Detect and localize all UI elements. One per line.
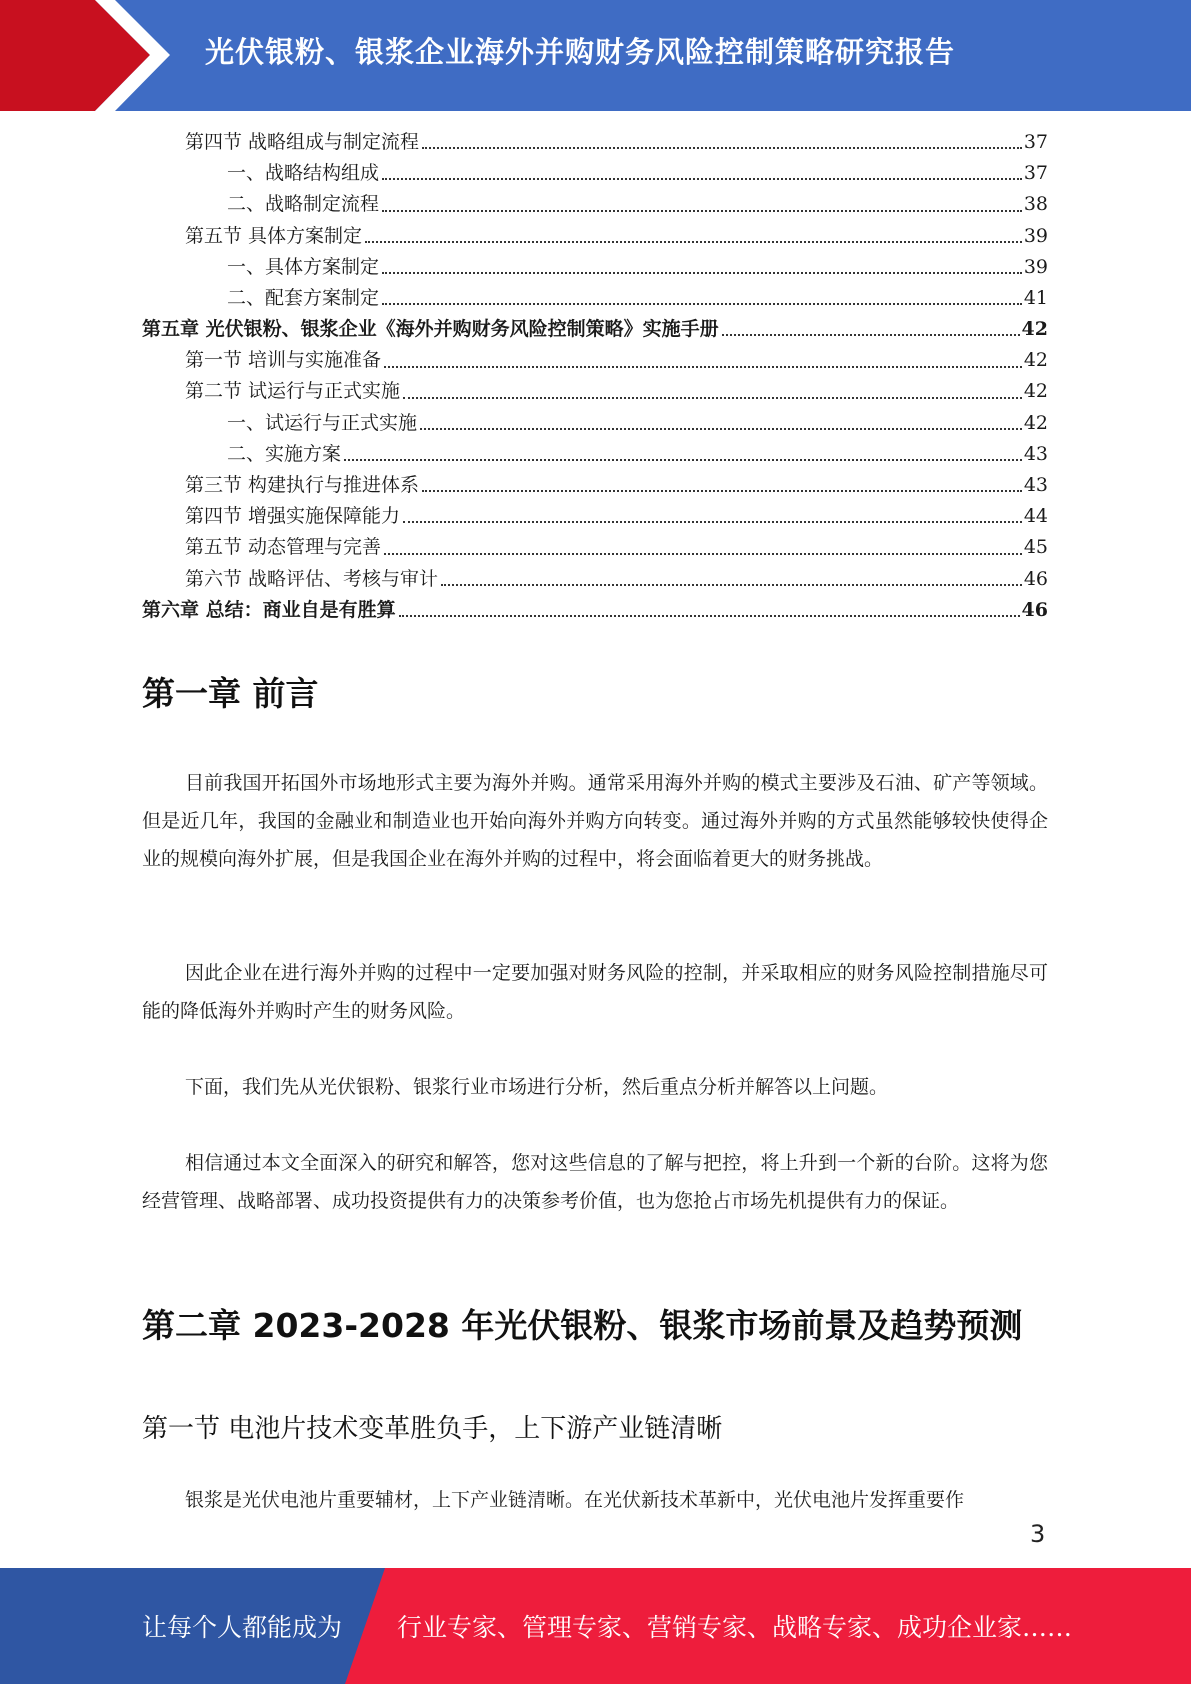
toc-entry[interactable] (142, 158, 1048, 189)
chapter1-heading: 第一章 前言 (142, 674, 319, 713)
toc-dot-leader (382, 303, 1022, 305)
page-number: 3 (1030, 1520, 1046, 1548)
toc-entry[interactable] (142, 189, 1048, 220)
toc-dot-leader (344, 459, 1022, 461)
chapter1-paragraph-4: 相信通过本文全面深入的研究和解答，您对这些信息的了解与把控，将上升到一个新的台阶。这将为您经营管理、战略部署、成功投资提供有力的决策参考价值，也为您抢占市场先机提供有力的保证。 (142, 1152, 1048, 1212)
toc-entry-title: 二、实施方案 (227, 442, 342, 465)
table-of-contents (142, 127, 1048, 626)
toc-entry-page: 37 (1023, 162, 1048, 185)
toc-entry-title: 第六章 总结：商业自是有胜算 (142, 598, 396, 621)
footer-slogan-right: 行业专家、管理专家、营销专家、战略专家、成功企业家…… (397, 1613, 1073, 1642)
toc-dot-leader (384, 366, 1022, 368)
toc-entry[interactable] (142, 595, 1048, 626)
toc-dot-leader (382, 210, 1022, 212)
toc-entry-title: 第三节 构建执行与推进体系 (185, 474, 420, 497)
toc-entry-page: 43 (1023, 442, 1048, 465)
toc-entry[interactable] (142, 532, 1048, 563)
toc-entry-page: 39 (1023, 255, 1048, 278)
toc-entry-page: 41 (1023, 286, 1048, 309)
page-footer (0, 1568, 1191, 1684)
toc-entry-title: 一、试运行与正式实施 (227, 411, 418, 434)
chapter2-heading: 第二章 2023-2028 年光伏银粉、银浆市场前景及趋势预测 (142, 1306, 1023, 1345)
toc-dot-leader (382, 178, 1022, 180)
toc-entry-page: 42 (1023, 349, 1048, 372)
toc-entry-title: 一、战略结构组成 (227, 162, 380, 185)
toc-dot-leader (399, 615, 1020, 617)
toc-entry-title: 第一节 培训与实施准备 (185, 349, 382, 372)
toc-dot-leader (403, 521, 1022, 523)
toc-entry-page: 42 (1021, 318, 1048, 341)
toc-entry-title: 一、具体方案制定 (227, 255, 380, 278)
toc-entry-page: 42 (1023, 411, 1048, 434)
toc-dot-leader (382, 272, 1022, 274)
toc-entry[interactable] (142, 408, 1048, 439)
toc-dot-leader (384, 553, 1022, 555)
toc-entry[interactable] (142, 501, 1048, 532)
section1-paragraph: 银浆是光伏电池片重要辅材，上下产业链清晰。在光伏新技术革新中，光伏电池片发挥重要作 (185, 1489, 965, 1511)
chapter1-paragraph-2: 因此企业在进行海外并购的过程中一定要加强对财务风险的控制，并采取相应的财务风险控制措施尽可能的降低海外并购时产生的财务风险。 (142, 962, 1048, 1022)
toc-dot-leader (403, 397, 1022, 399)
toc-entry-title: 第五章 光伏银粉、银浆企业《海外并购财务风险控制策略》实施手册 (142, 318, 719, 341)
toc-entry[interactable] (142, 470, 1048, 501)
toc-entry[interactable] (142, 127, 1048, 158)
toc-entry[interactable] (142, 252, 1048, 283)
toc-entry-page: 37 (1023, 130, 1048, 153)
toc-dot-leader (722, 334, 1020, 336)
toc-entry-title: 第五节 动态管理与完善 (185, 536, 382, 559)
toc-dot-leader (422, 490, 1022, 492)
toc-entry-page: 38 (1023, 193, 1048, 216)
toc-entry-page: 42 (1023, 380, 1048, 403)
toc-entry[interactable] (142, 439, 1048, 470)
toc-entry[interactable] (142, 345, 1048, 376)
chapter1-paragraph-3: 下面，我们先从光伏银粉、银浆行业市场进行分析，然后重点分析并解答以上问题。 (185, 1076, 889, 1098)
footer-slogan-left: 让每个人都能成为 (142, 1613, 343, 1642)
toc-entry-title: 第二节 试运行与正式实施 (185, 380, 401, 403)
toc-entry-title: 第四节 增强实施保障能力 (185, 505, 401, 528)
toc-entry-page: 39 (1023, 224, 1048, 247)
document-title: 光伏银粉、银浆企业海外并购财务风险控制策略研究报告 (205, 35, 956, 69)
toc-entry[interactable] (142, 221, 1048, 252)
toc-entry-title: 二、战略制定流程 (227, 193, 380, 216)
toc-entry-title: 第六节 战略评估、考核与审计 (185, 567, 439, 590)
toc-entry[interactable] (142, 283, 1048, 314)
toc-entry[interactable] (142, 564, 1048, 595)
toc-entry-page: 43 (1023, 474, 1048, 497)
toc-entry-title: 二、配套方案制定 (227, 286, 380, 309)
toc-entry-title: 第五节 具体方案制定 (185, 224, 363, 247)
toc-dot-leader (422, 147, 1022, 149)
toc-entry-title: 第四节 战略组成与制定流程 (185, 130, 420, 153)
toc-entry[interactable] (142, 314, 1048, 345)
chapter1-paragraph-1: 目前我国开拓国外市场地形式主要为海外并购。通常采用海外并购的模式主要涉及石油、矿产等领域。但是近几年，我国的金融业和制造业也开始向海外并购方向转变。通过海外并购的方式虽然能够较快使得企业的规模向海外扩展，但是我国企业在海外并购的过程中，将会面临着更大的财务挑战。 (142, 772, 1048, 870)
toc-dot-leader (420, 428, 1022, 430)
toc-entry-page: 45 (1023, 536, 1048, 559)
toc-entry-page: 46 (1023, 567, 1048, 590)
toc-entry-page: 44 (1023, 505, 1048, 528)
toc-dot-leader (441, 584, 1022, 586)
toc-entry-page: 46 (1021, 598, 1048, 621)
section1-heading: 第一节 电池片技术变革胜负手，上下游产业链清晰 (142, 1414, 723, 1444)
toc-dot-leader (365, 241, 1022, 243)
page-header (0, 0, 1191, 111)
toc-entry[interactable] (142, 377, 1048, 408)
